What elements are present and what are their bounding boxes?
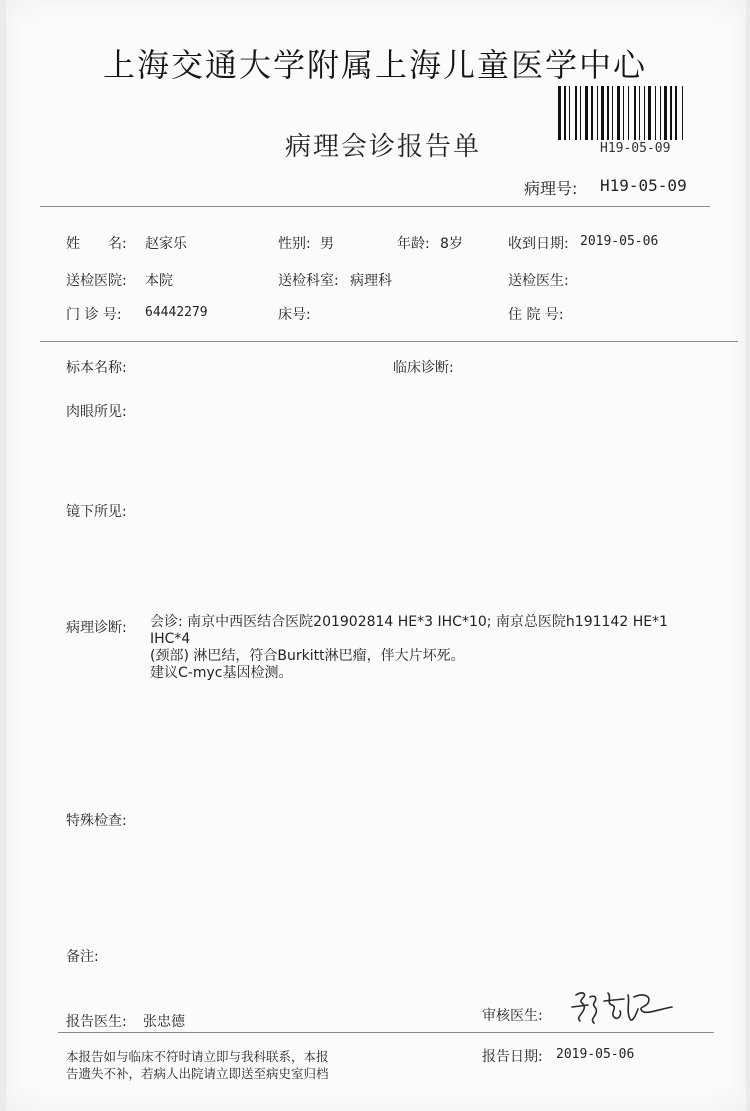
specimen-label: 标本名称:: [66, 360, 127, 376]
name-label: 姓 名:: [66, 236, 127, 252]
hospital-label: 送检医院:: [66, 273, 127, 289]
diagnosis-line: (颈部) 淋巴结，符合Burkitt淋巴瘤，伴大片坏死。: [150, 648, 465, 664]
barcode-bar: [558, 86, 561, 140]
pathology-diagnosis-label: 病理诊断:: [66, 620, 127, 636]
outpatient-number-label: 门 诊 号:: [66, 307, 122, 323]
barcode-bar: [628, 86, 629, 140]
gender-label: 性别:: [278, 236, 311, 252]
barcode-bar: [564, 86, 566, 140]
report-date-value: 2019-05-06: [556, 1047, 635, 1062]
barcode-bar: [634, 86, 636, 140]
barcode-bar: [575, 86, 577, 140]
gender-value: 男: [320, 236, 334, 252]
barcode-bar: [585, 86, 588, 140]
barcode-bar: [612, 86, 613, 140]
diagnosis-line: 会诊: 南京中西医结合医院201902814 HE*3 IHC*10; 南京总医院h191142 HE*1: [150, 614, 668, 630]
divider-middle: [40, 341, 738, 342]
remarks-label: 备注:: [66, 949, 99, 965]
pathology-number-value: H19-05-09: [600, 176, 687, 195]
received-date-label: 收到日期:: [508, 236, 569, 252]
barcode-text: H19-05-09: [600, 141, 671, 156]
barcode-bar: [597, 86, 598, 140]
report-title: 病理会诊报告单: [285, 132, 482, 162]
hospital-value: 本院: [145, 273, 173, 289]
barcode-bar: [682, 86, 683, 140]
pathology-diagnosis-text: [150, 614, 710, 682]
barcode-bar: [644, 86, 645, 140]
barcode-bar: [670, 86, 672, 140]
bed-label: 床号:: [278, 307, 311, 323]
barcode-bar: [580, 86, 581, 140]
special-exam-label: 特殊检查:: [66, 813, 127, 829]
notice-text: [66, 1048, 329, 1082]
submitting-doctor-label: 送检医生:: [508, 273, 569, 289]
inpatient-number-label: 住 院 号:: [508, 307, 564, 323]
barcode-bar: [660, 86, 661, 140]
barcode-bar: [623, 86, 624, 140]
gross-findings-label: 肉眼所见:: [66, 404, 127, 420]
barcode-bar: [648, 86, 651, 140]
report-doctor-label: 报告医生:: [66, 1014, 127, 1030]
name-value: 赵家乐: [145, 236, 187, 252]
pathology-number-label: 病理号:: [524, 179, 578, 198]
department-value: 病理科: [350, 273, 392, 289]
clinical-diagnosis-label: 临床诊断:: [393, 360, 454, 376]
barcode-bar: [569, 86, 570, 140]
outpatient-number-value: 64442279: [145, 305, 208, 320]
barcode: [556, 86, 714, 140]
received-date-value: 2019-05-06: [580, 234, 659, 249]
barcode-bar: [655, 86, 656, 140]
barcode-bar: [617, 86, 620, 140]
barcode-bar: [675, 86, 677, 140]
department-label: 送检科室:: [278, 273, 339, 289]
barcode-bar: [639, 86, 640, 140]
barcode-bar: [607, 86, 609, 140]
barcode-bar: [664, 86, 667, 140]
age-value: 8岁: [440, 236, 463, 252]
barcode-bar: [601, 86, 604, 140]
microscopic-findings-label: 镜下所见:: [66, 504, 127, 520]
report-date-label: 报告日期:: [482, 1049, 543, 1065]
hospital-name: 上海交通大学附属上海儿童医学中心: [102, 46, 647, 84]
divider-bottom: [58, 1032, 714, 1033]
diagnosis-line: 建议C-myc基因检测。: [150, 665, 293, 681]
reviewer-signature: [568, 985, 678, 1029]
notice-line: 告遗失不补，若病人出院请立即送至病史室归档: [66, 1066, 329, 1081]
notice-line: 本报告如与临床不符时请立即与我科联系，本报: [66, 1049, 329, 1064]
divider-top: [40, 206, 710, 207]
reviewer-label: 审核医生:: [482, 1008, 543, 1024]
report-paper: [6, 0, 746, 1111]
age-label: 年龄:: [397, 236, 430, 252]
diagnosis-line: IHC*4: [150, 631, 191, 647]
report-doctor-value: 张忠德: [143, 1014, 185, 1030]
barcode-bar: [591, 86, 593, 140]
